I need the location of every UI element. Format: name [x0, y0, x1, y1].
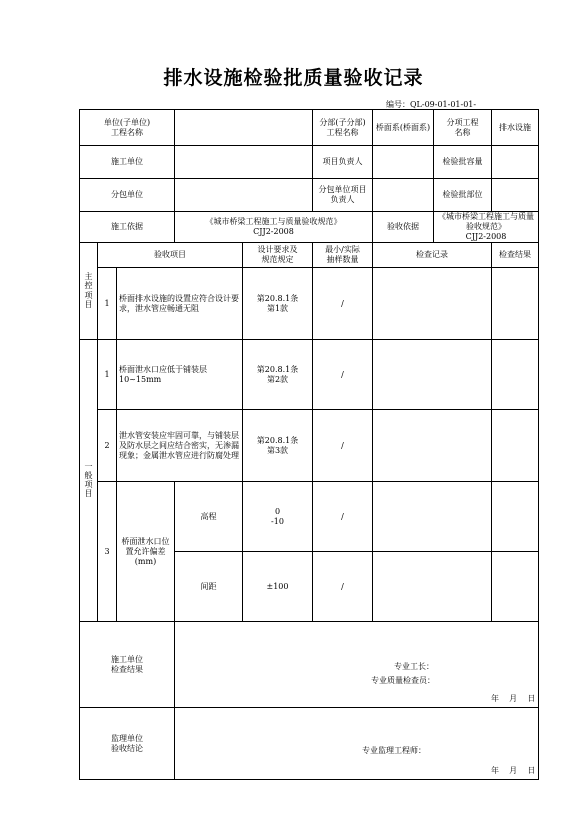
column-sample: 最小/实际 抽样数量 [313, 243, 373, 268]
general-item-2-spec: 第20.8.1条 第3款 [243, 410, 313, 482]
general-item-3-sub-1-result[interactable] [492, 482, 539, 552]
column-result: 检查结果 [492, 243, 539, 268]
general-item-2-record[interactable] [373, 410, 492, 482]
general-item-3-no: 3 [98, 482, 117, 622]
batch-capacity-label: 检验批容量 [434, 146, 492, 179]
construction-unit-value[interactable] [175, 146, 313, 179]
supervision-date: 年 月 日 [491, 766, 536, 775]
general-label: 一般项目 [80, 340, 98, 622]
supervising-engineer-label: 专业监理工程师： [362, 746, 426, 755]
table-row [80, 268, 539, 340]
construction-check-label: 施工单位 检查结果 [80, 622, 175, 708]
document-code: 编号：QL-09-01-01-01- [386, 100, 477, 109]
general-item-3-sub-2-spec: ±100 [243, 552, 313, 622]
general-item-3-sub-1-record[interactable] [373, 482, 492, 552]
unit-name-label: 单位(子单位) 工程名称 [80, 110, 175, 146]
inspection-table [79, 109, 539, 780]
batch-part-label: 检验批部位 [434, 179, 492, 212]
main-control-label: 主控项目 [80, 243, 98, 340]
table-row [80, 340, 539, 410]
supervision-label: 监理单位 验收结论 [80, 708, 175, 780]
general-item-3-sub-1-sample: / [313, 482, 373, 552]
quality-inspector-label: 专业质量检查员： [371, 676, 435, 685]
construction-check-area[interactable] [175, 622, 539, 708]
general-item-2-result[interactable] [492, 410, 539, 482]
main-item-1-text: 桥面排水设施的设置应符合设计要求，泄水管应畅通无阻 [117, 268, 243, 340]
general-item-2-sample: / [313, 410, 373, 482]
batch-part-value[interactable] [492, 179, 539, 212]
general-item-2-text: 泄水管安装应牢固可靠，与铺装层及防水层之间应结合密实，无渗漏现象；金属泄水管应进行防腐处理 [117, 410, 243, 482]
project-manager-label: 项目负责人 [313, 146, 373, 179]
division-name-label: 分部(子分部) 工程名称 [313, 110, 373, 146]
main-item-1-no: 1 [98, 268, 117, 340]
foreman-label: 专业工长： [394, 662, 434, 671]
general-item-2-no: 2 [98, 410, 117, 482]
general-item-1-no: 1 [98, 340, 117, 410]
main-item-1-record[interactable] [373, 268, 492, 340]
construction-basis-value: 《城市桥梁工程施工与质量验收规范》 CJJ2-2008 [175, 212, 373, 243]
subcontractor-label: 分包单位 [80, 179, 175, 212]
general-item-3-sub-1-spec: 0 -10 [243, 482, 313, 552]
table-row [80, 482, 539, 552]
general-item-3-sub-2-record[interactable] [373, 552, 492, 622]
subitem-name-value[interactable]: 排水设施 [492, 110, 539, 146]
column-item: 验收项目 [98, 243, 243, 268]
document-title: 排水设施检验批质量验收记录 [163, 67, 424, 89]
division-name-value[interactable]: 桥面系(桥面系) [373, 110, 434, 146]
general-item-3-sub-1-name: 高程 [175, 482, 243, 552]
general-item-1-sample: / [313, 340, 373, 410]
sub-manager-value[interactable] [373, 179, 434, 212]
general-item-1-spec: 第20.8.1条 第2款 [243, 340, 313, 410]
construction-basis-label: 施工依据 [80, 212, 175, 243]
subcontractor-value[interactable] [175, 179, 313, 212]
column-record: 检查记录 [373, 243, 492, 268]
main-item-1-sample: / [313, 268, 373, 340]
column-design: 设计要求及 规范规定 [243, 243, 313, 268]
main-item-1-spec: 第20.8.1条 第1款 [243, 268, 313, 340]
unit-name-value[interactable] [175, 110, 313, 146]
general-item-3-sub-2-result[interactable] [492, 552, 539, 622]
general-item-1-text: 桥面泄水口应低于铺装层10~15mm [117, 340, 243, 410]
construction-check-date: 年 月 日 [491, 694, 536, 703]
batch-capacity-value[interactable] [492, 146, 539, 179]
table-row [80, 410, 539, 482]
supervision-area[interactable] [175, 708, 539, 780]
sub-manager-label: 分包单位项目 负责人 [313, 179, 373, 212]
project-manager-value[interactable] [373, 146, 434, 179]
general-item-1-result[interactable] [492, 340, 539, 410]
general-item-3-text: 桥面泄水口位置允许偏差 (mm) [117, 482, 175, 622]
acceptance-basis-value: 《城市桥梁工程施工与质量验收规范》 CJJ2-2008 [434, 212, 539, 243]
subitem-name-label: 分项工程 名称 [434, 110, 492, 146]
construction-unit-label: 施工单位 [80, 146, 175, 179]
general-item-3-sub-2-sample: / [313, 552, 373, 622]
main-item-1-result[interactable] [492, 268, 539, 340]
general-item-3-sub-2-name: 间距 [175, 552, 243, 622]
general-item-1-record[interactable] [373, 340, 492, 410]
acceptance-basis-label: 验收依据 [373, 212, 434, 243]
